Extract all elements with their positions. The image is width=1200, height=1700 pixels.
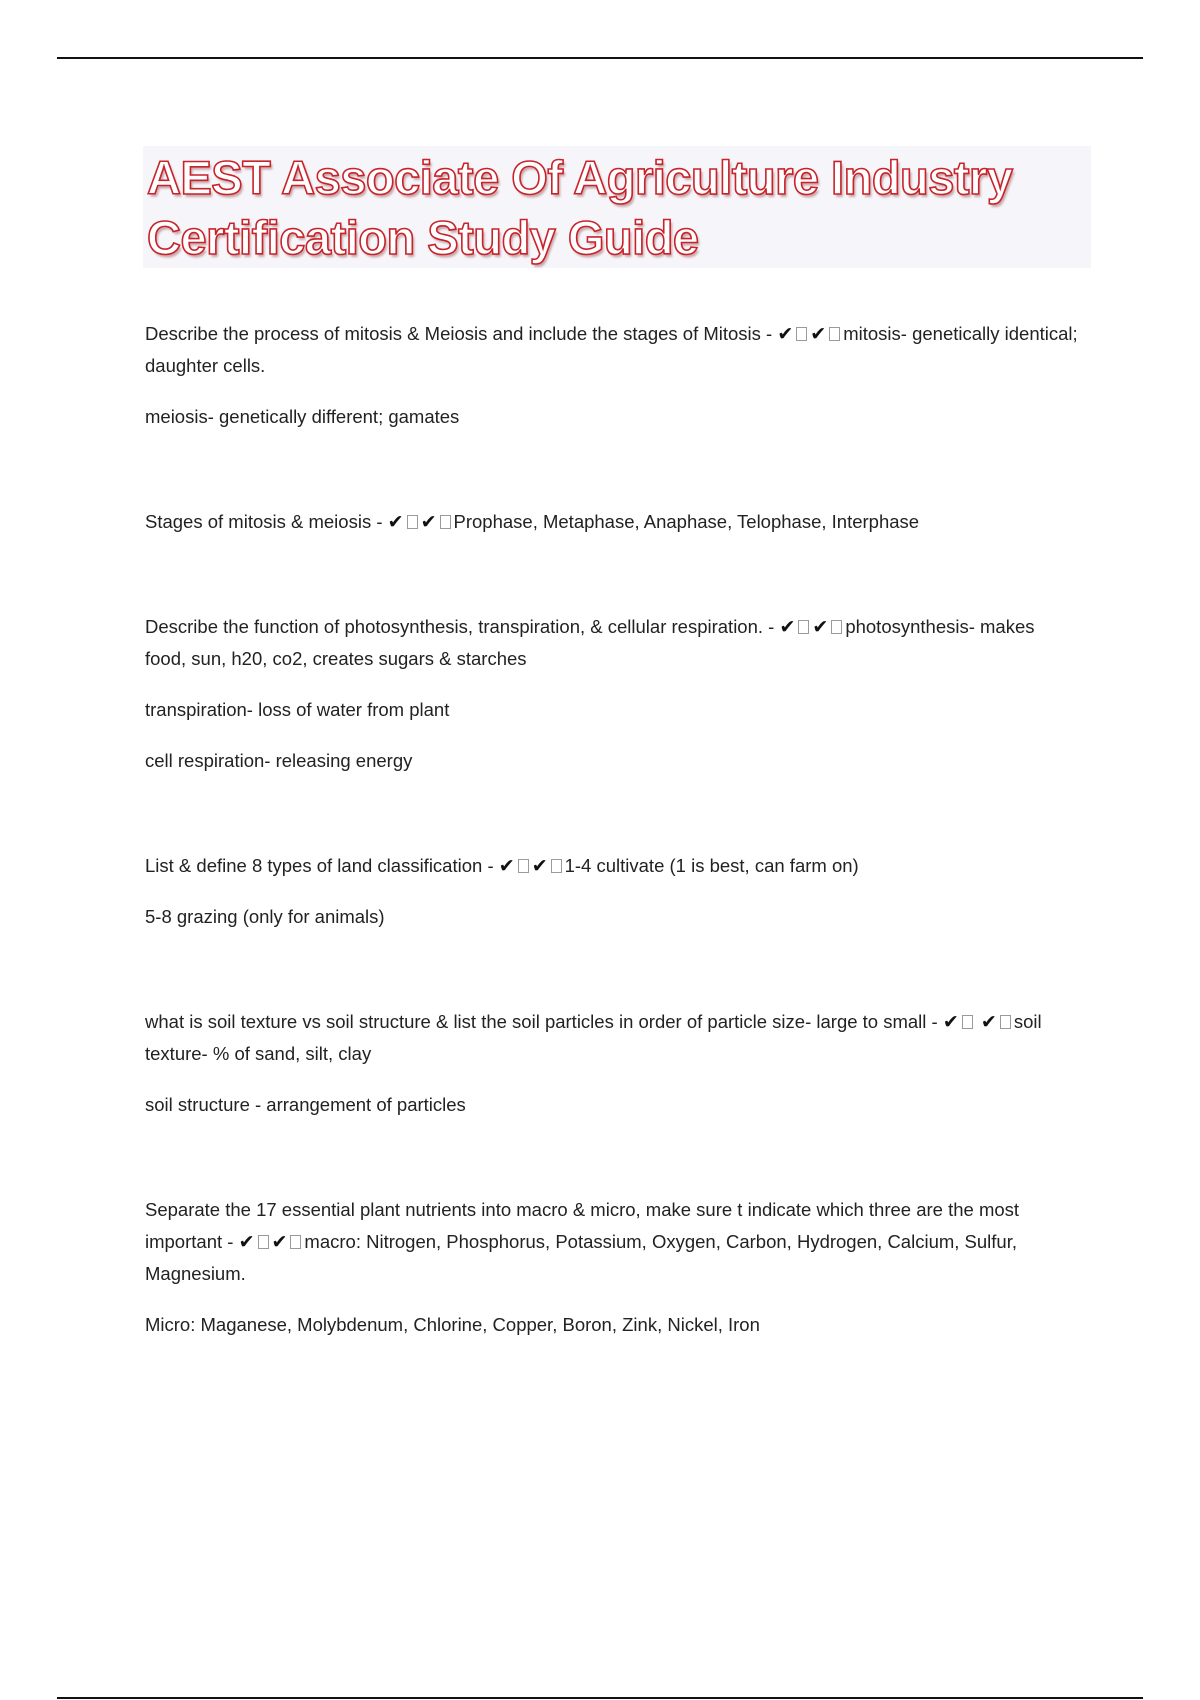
missing-glyph-box-icon [798,620,809,634]
answer-text: Prophase, Metaphase, Anaphase, Telophase, Interphase [453,511,920,532]
check-icon: ✔ [942,1011,959,1033]
answer-paragraph: soil structure - arrangement of particles [145,1094,466,1115]
document-title-line-1: AEST Associate Of Agriculture Industry [147,151,1013,204]
missing-glyph-box-icon [829,327,840,341]
check-icon: ✔ [980,1011,997,1033]
missing-glyph-box-icon [962,1015,973,1029]
answer-text: 1-4 cultivate (1 is best, can farm on) [564,855,859,876]
answer-marker: - ✔ ✔ [761,323,843,344]
missing-glyph-box-icon [518,859,529,873]
qa-item [145,1194,1080,1341]
answer-paragraph: meiosis- genetically different; gamates [145,406,460,427]
answer-paragraph: cell respiration- releasing energy [145,750,413,771]
qa-item [145,318,1080,433]
missing-glyph-box-icon [407,515,418,529]
check-icon: ✔ [777,323,794,345]
question-paragraph [145,506,1080,538]
question-paragraph [145,1194,1080,1290]
study-guide-content [145,318,1080,1341]
missing-glyph-box-icon [551,859,562,873]
check-icon: ✔ [810,323,827,345]
question-paragraph [145,1006,1080,1070]
document-title-line-2: Certification Study Guide [147,211,699,264]
missing-glyph-box-icon [290,1235,301,1249]
footer-rule [57,1697,1143,1699]
answer-paragraph: Micro: Maganese, Molybdenum, Chlorine, Copper, Boron, Zink, Nickel, Iron [145,1314,760,1335]
question-text: Describe the function of photosynthesis, transpiration, & cellular respiration. [145,616,764,637]
question-text: List & define 8 types of land classification [145,855,483,876]
check-icon: ✔ [238,1231,255,1253]
answer-marker: - ✔ ✔ [763,616,845,637]
qa-item [145,1006,1080,1121]
missing-glyph-box-icon [258,1235,269,1249]
check-icon: ✔ [420,511,437,533]
question-paragraph [145,318,1080,382]
answer-marker: - ✔ ✔ [371,511,453,532]
check-icon: ✔ [779,616,796,638]
question-text: Stages of mitosis & meiosis [145,511,372,532]
title-banner [143,146,1091,268]
check-icon: ✔ [531,855,548,877]
missing-glyph-box-icon [1000,1015,1011,1029]
qa-item [145,506,1080,538]
check-icon: ✔ [387,511,404,533]
answer-marker: - ✔ ✔ [482,855,564,876]
check-icon: ✔ [498,855,515,877]
answer-text: mitosis- genetically identical; daughter cells. [145,323,1078,376]
answer-text: soil texture- % of sand, silt, clay [145,1011,1042,1064]
answer-text: macro: Nitrogen, Phosphorus, Potassium, Oxygen, Carbon, Hydrogen, Calcium, Sulfur, Magnesium. [145,1231,1017,1284]
missing-glyph-box-icon [440,515,451,529]
qa-item [145,850,1080,933]
missing-glyph-box-icon [796,327,807,341]
qa-item [145,611,1080,777]
answer-paragraph: 5-8 grazing (only for animals) [145,906,385,927]
question-paragraph [145,611,1080,675]
question-text: Separate the 17 essential plant nutrients into macro & micro, make sure t indicate which three are the most important [145,1199,1020,1252]
question-text: what is soil texture vs soil structure & list the soil particles in order of particle size- large to small [145,1011,927,1032]
check-icon: ✔ [812,616,829,638]
answer-text: photosynthesis- makes food, sun, h20, co2, creates sugars & starches [145,616,1035,669]
answer-marker: - ✔ ✔ [222,1231,304,1252]
header-rule [57,57,1143,59]
answer-separator: - [926,1011,943,1032]
missing-glyph-box-icon [831,620,842,634]
question-text: Describe the process of mitosis & Meiosis and include the stages of Mitosis [145,323,761,344]
check-icon: ✔ [271,1231,288,1253]
answer-paragraph: transpiration- loss of water from plant [145,699,450,720]
question-paragraph [145,850,1080,882]
